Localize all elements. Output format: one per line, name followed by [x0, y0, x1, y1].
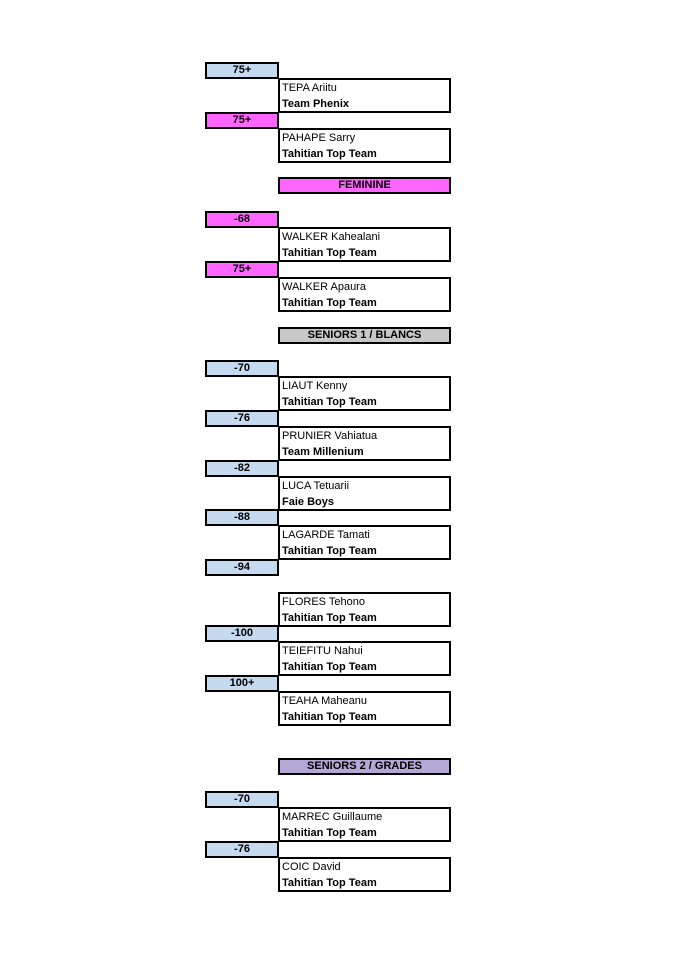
fighter-entry [278, 857, 451, 892]
fighter-team: Team Millenium [282, 446, 364, 458]
fighter-team: Tahitian Top Team [282, 148, 377, 160]
weight-class-label: 75+ [205, 112, 279, 129]
fighter-name: COIC David [282, 861, 341, 873]
weight-class-label: -70 [205, 360, 279, 377]
fighter-team: Tahitian Top Team [282, 396, 377, 408]
fighter-name: WALKER Kahealani [282, 231, 381, 243]
fighter-team: Tahitian Top Team [282, 612, 377, 624]
weight-class-label: 75+ [205, 261, 279, 278]
weight-class-label: 100+ [205, 675, 279, 692]
fighter-entry [278, 525, 451, 560]
fighter-entry [278, 128, 451, 163]
fighter-team: Tahitian Top Team [282, 545, 377, 557]
weight-class-label: 75+ [205, 62, 279, 79]
weight-class-label: -100 [205, 625, 279, 642]
fighter-name: LAGARDE Tamati [282, 529, 370, 541]
weight-class-label: -82 [205, 460, 279, 477]
fighter-name: LUCA Tetuarii [282, 480, 350, 492]
fighter-team: Tahitian Top Team [282, 247, 377, 259]
fighter-entry [278, 227, 451, 262]
weight-class-label: -88 [205, 509, 279, 526]
fighter-team: Team Phenix [282, 98, 350, 110]
fighter-name: TEIEFITU Nahui [282, 645, 363, 657]
fighter-entry [278, 641, 451, 676]
fighter-team: Tahitian Top Team [282, 297, 377, 309]
weight-class-label: -68 [205, 211, 279, 228]
fighter-team: Faie Boys [282, 496, 334, 508]
fighter-entry [278, 78, 451, 113]
weight-class-label: -70 [205, 791, 279, 808]
fighter-team: Tahitian Top Team [282, 827, 377, 839]
fighter-name: FLORES Tehono [282, 596, 365, 608]
fighter-team: Tahitian Top Team [282, 711, 377, 723]
section-header-feminine: FEMININE [278, 177, 451, 194]
fighter-entry [278, 426, 451, 461]
fighter-entry [278, 476, 451, 511]
fighter-entry [278, 807, 451, 842]
fighter-name: PAHAPE Sarry [282, 132, 356, 144]
fighter-name: LIAUT Kenny [282, 380, 348, 392]
fighter-name: PRUNIER Vahiatua [282, 430, 378, 442]
fighter-entry [278, 277, 451, 312]
weight-class-label: -94 [205, 559, 279, 576]
fighter-name: TEPA Ariitu [282, 82, 337, 94]
fighter-entry [278, 592, 451, 627]
fighter-name: TEAHA Maheanu [282, 695, 367, 707]
fighter-entry [278, 691, 451, 726]
fighter-entry [278, 376, 451, 411]
fighter-team: Tahitian Top Team [282, 661, 377, 673]
section-header-seniors-1: SENIORS 1 / BLANCS [278, 327, 451, 344]
fighter-name: MARREC Guillaume [282, 811, 383, 823]
fighter-name: WALKER Apaura [282, 281, 366, 293]
weight-class-label: -76 [205, 841, 279, 858]
weight-class-label: -76 [205, 410, 279, 427]
fighter-team: Tahitian Top Team [282, 877, 377, 889]
section-header-seniors-2: SENIORS 2 / GRADES [278, 758, 451, 775]
